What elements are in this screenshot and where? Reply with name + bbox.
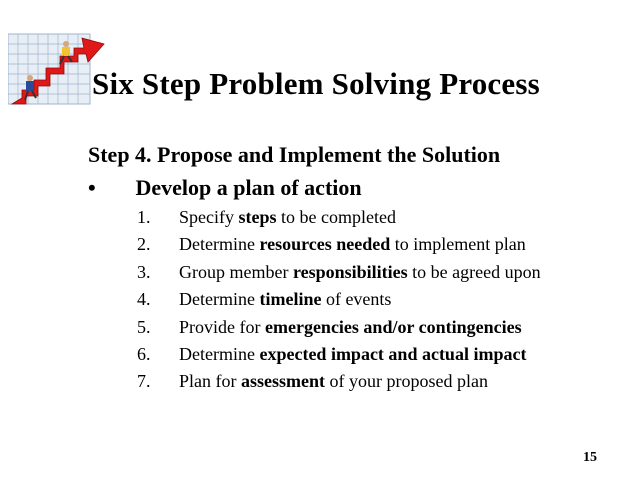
item-text: [179, 317, 607, 338]
list-item: [137, 289, 607, 310]
item-text-pre: Determine: [179, 234, 260, 255]
item-text-pre: Plan for: [179, 371, 241, 392]
item-text-pre: Group member: [179, 261, 293, 282]
list-item: [137, 344, 607, 365]
item-number: 3.: [137, 261, 151, 282]
item-text-pre: Specify: [179, 207, 239, 227]
item-text-bold: responsibilities: [292, 261, 408, 282]
item-text-pre: Provide for: [179, 316, 265, 337]
item-text: [179, 371, 607, 392]
item-text-post: of events: [321, 289, 392, 310]
item-text: [179, 289, 607, 310]
item-text: [179, 207, 607, 228]
item-text-post: to be completed: [276, 207, 396, 227]
list-item: [137, 234, 607, 255]
item-text-bold: steps: [238, 207, 277, 227]
list-item: [137, 207, 607, 228]
item-text-bold: assessment: [241, 371, 325, 392]
item-text-post: of your proposed plan: [325, 371, 488, 392]
item-number: 2.: [137, 234, 151, 255]
slide-title: Six Step Problem Solving Process: [92, 66, 540, 101]
item-text-pre: Determine: [179, 343, 260, 364]
item-number: 7.: [137, 371, 151, 392]
item-text: [179, 262, 607, 283]
item-text: [179, 234, 607, 255]
item-number: 6.: [137, 343, 151, 364]
action-plan-list: [137, 207, 607, 399]
item-text: [179, 344, 607, 365]
item-text-bold: emergencies and/or contingencies: [264, 316, 522, 337]
item-text-bold: resources needed: [259, 234, 391, 255]
item-number: 4.: [137, 289, 151, 310]
item-text-post: to be agreed upon: [407, 261, 541, 282]
item-text-bold: expected impact and actual impact: [259, 343, 527, 364]
page-number: 15: [583, 450, 597, 465]
list-item: [137, 317, 607, 338]
item-text-bold: timeline: [259, 289, 322, 310]
list-item: [137, 262, 607, 283]
list-item: [137, 371, 607, 392]
item-number: 5.: [137, 316, 151, 337]
bullet-text: Develop a plan of action: [135, 175, 362, 200]
item-text-pre: Determine: [179, 289, 260, 310]
step-heading: Step 4. Propose and Implement the Solution: [88, 142, 501, 167]
item-number: 1.: [137, 207, 151, 227]
item-text-post: to implement plan: [390, 234, 526, 255]
bullet-item: [88, 175, 362, 201]
bullet-icon: •: [88, 175, 96, 200]
